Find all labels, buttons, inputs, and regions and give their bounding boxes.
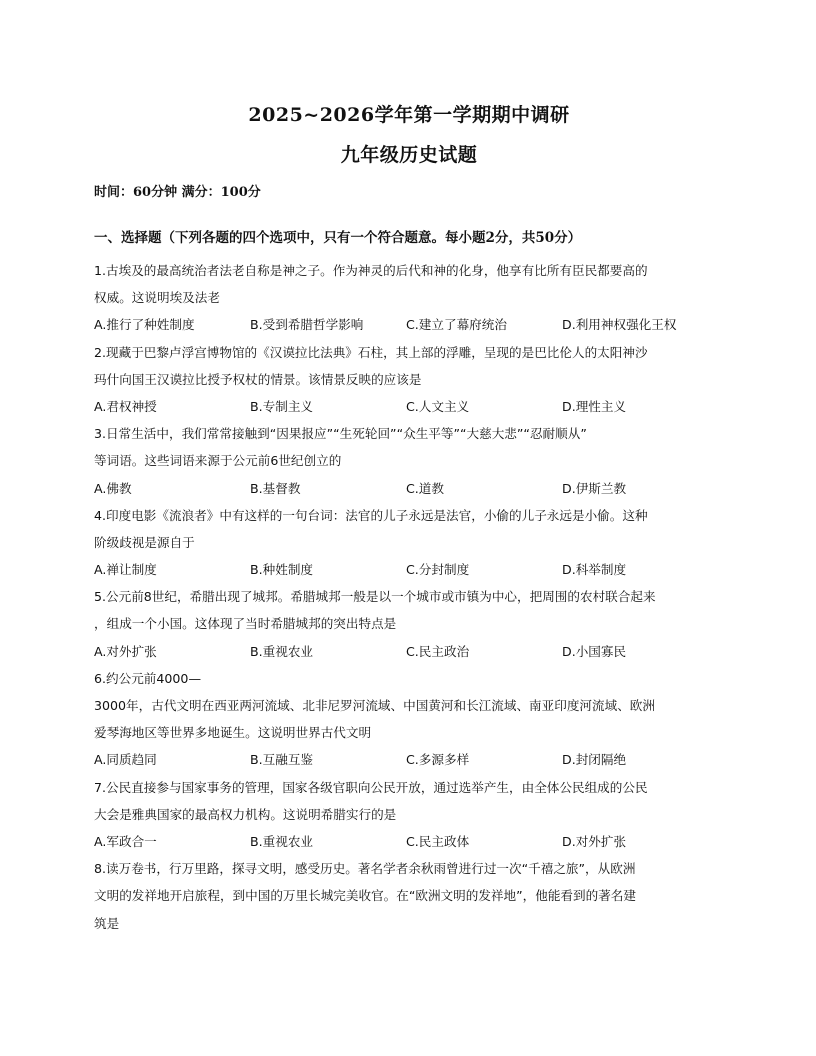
question-item [94,583,724,665]
answer-option: B.互融互鉴 [250,752,314,768]
answer-option: B.种姓制度 [250,562,314,578]
question-text-line: 4.印度电影《流浪者》中有这样的一句台词：法官的儿子永远是法官，小偷的儿子永远是小偷。这种 [94,507,648,523]
question-text-line: 3.日常生活中，我们常常接触到“因果报应”“生死轮回”“众生平等”“大慈大悲”“忍耐顺从” [94,426,587,442]
question-item [94,339,724,421]
answer-option: B.受到希腊哲学影响 [250,317,364,333]
answer-option: D.小国寡民 [562,643,627,659]
answer-option: D.科举制度 [562,562,627,578]
option-row [94,638,724,665]
answer-option: C.分封制度 [406,562,470,578]
section-heading: 一、选择题（下列各题的四个选项中，只有一个符合题意。每小题2分，共50分） [94,230,582,246]
question-text-line: 6.约公元前4000— [94,670,202,686]
question-item [94,420,724,502]
question-item [94,855,724,937]
answer-option: A.禅让制度 [94,562,157,578]
answer-option: A.君权神授 [94,398,157,414]
answer-option: D.利用神权强化王权 [562,317,677,333]
exam-subtitle: 九年级历史试题 [340,144,478,166]
question-text-line: 阶级歧视是源自于 [94,534,195,550]
option-row [94,828,724,855]
question-item [94,774,724,856]
answer-option: C.民主政体 [406,833,470,849]
answer-option: B.基督教 [250,480,301,496]
option-row [94,475,724,502]
answer-option: D.伊斯兰教 [562,480,627,496]
question-text-line: 权威。这说明埃及法老 [94,290,220,306]
answer-option: D.理性主义 [562,398,627,414]
question-text-line: 7.公民直接参与国家事务的管理，国家各级官职向公民开放，通过选举产生，由全体公民组成的公民 [94,779,648,795]
question-text-line: 爱琴海地区等世界多地诞生。这说明世界古代文明 [94,725,372,741]
question-text-line: 等词语。这些词语来源于公元前6世纪创立的 [94,453,342,469]
question-text-line: 1.古埃及的最高统治者法老自称是神之子。作为神灵的后代和神的化身，他享有比所有臣民都要高的 [94,263,648,278]
answer-option: C.道教 [406,480,444,496]
question-text-line: 文明的发祥地开启旅程，到中国的万里长城完美收官。在“欧洲文明的发祥地”，他能看到的著名建 [94,888,636,904]
question-text-line: 2.现藏于巴黎卢浮宫博物馆的《汉谟拉比法典》石柱，其上部的浮雕，呈现的是巴比伦人的太阳神沙 [94,344,648,360]
answer-option: D.封闭隔绝 [562,752,627,768]
exam-meta: 时间：60分钟 满分：100分 [94,185,261,200]
option-row [94,556,724,583]
answer-option: C.人文主义 [406,398,470,414]
answer-option: A.同质趋同 [94,752,157,768]
question-list [94,257,724,937]
question-item [94,257,724,339]
answer-option: C.民主政治 [406,643,470,659]
answer-option: B.专制主义 [250,398,314,414]
answer-option: D.对外扩张 [562,833,627,849]
option-row [94,311,724,338]
answer-option: A.对外扩张 [94,643,157,659]
question-text-line: 筑是 [94,915,120,931]
option-row [94,393,724,420]
question-text-line: 8.读万卷书，行万里路，探寻文明，感受历史。著名学者余秋雨曾进行过一次“千禧之旅”，从欧洲 [94,861,636,877]
question-text-line: 5.公元前8世纪，希腊出现了城邦。希腊城邦一般是以一个城市或市镇为中心，把周围的农村联合起来 [94,589,656,605]
answer-option: C.多源多样 [406,752,470,768]
question-item [94,665,724,774]
question-item [94,502,724,584]
question-text-line: 3000年，古代文明在西亚两河流域、北非尼罗河流域、中国黄河和长江流域、南亚印度河流域、欧洲 [94,698,655,713]
option-row [94,746,724,773]
question-text-line: 玛什向国王汉谟拉比授予权杖的情景。该情景反映的应该是 [94,371,422,387]
question-text-line: 大会是雅典国家的最高权力机构。这说明希腊实行的是 [94,806,397,822]
answer-option: B.重视农业 [250,643,314,659]
question-text-line: ，组成一个小国。这体现了当时希腊城邦的突出特点是 [94,616,397,632]
answer-option: A.佛教 [94,480,132,496]
answer-option: A.军政合一 [94,833,157,849]
answer-option: B.重视农业 [250,833,314,849]
answer-option: C.建立了幕府统治 [406,317,507,333]
answer-option: A.推行了种姓制度 [94,317,195,333]
exam-title: 2025~2026学年第一学期期中调研 [248,104,570,126]
